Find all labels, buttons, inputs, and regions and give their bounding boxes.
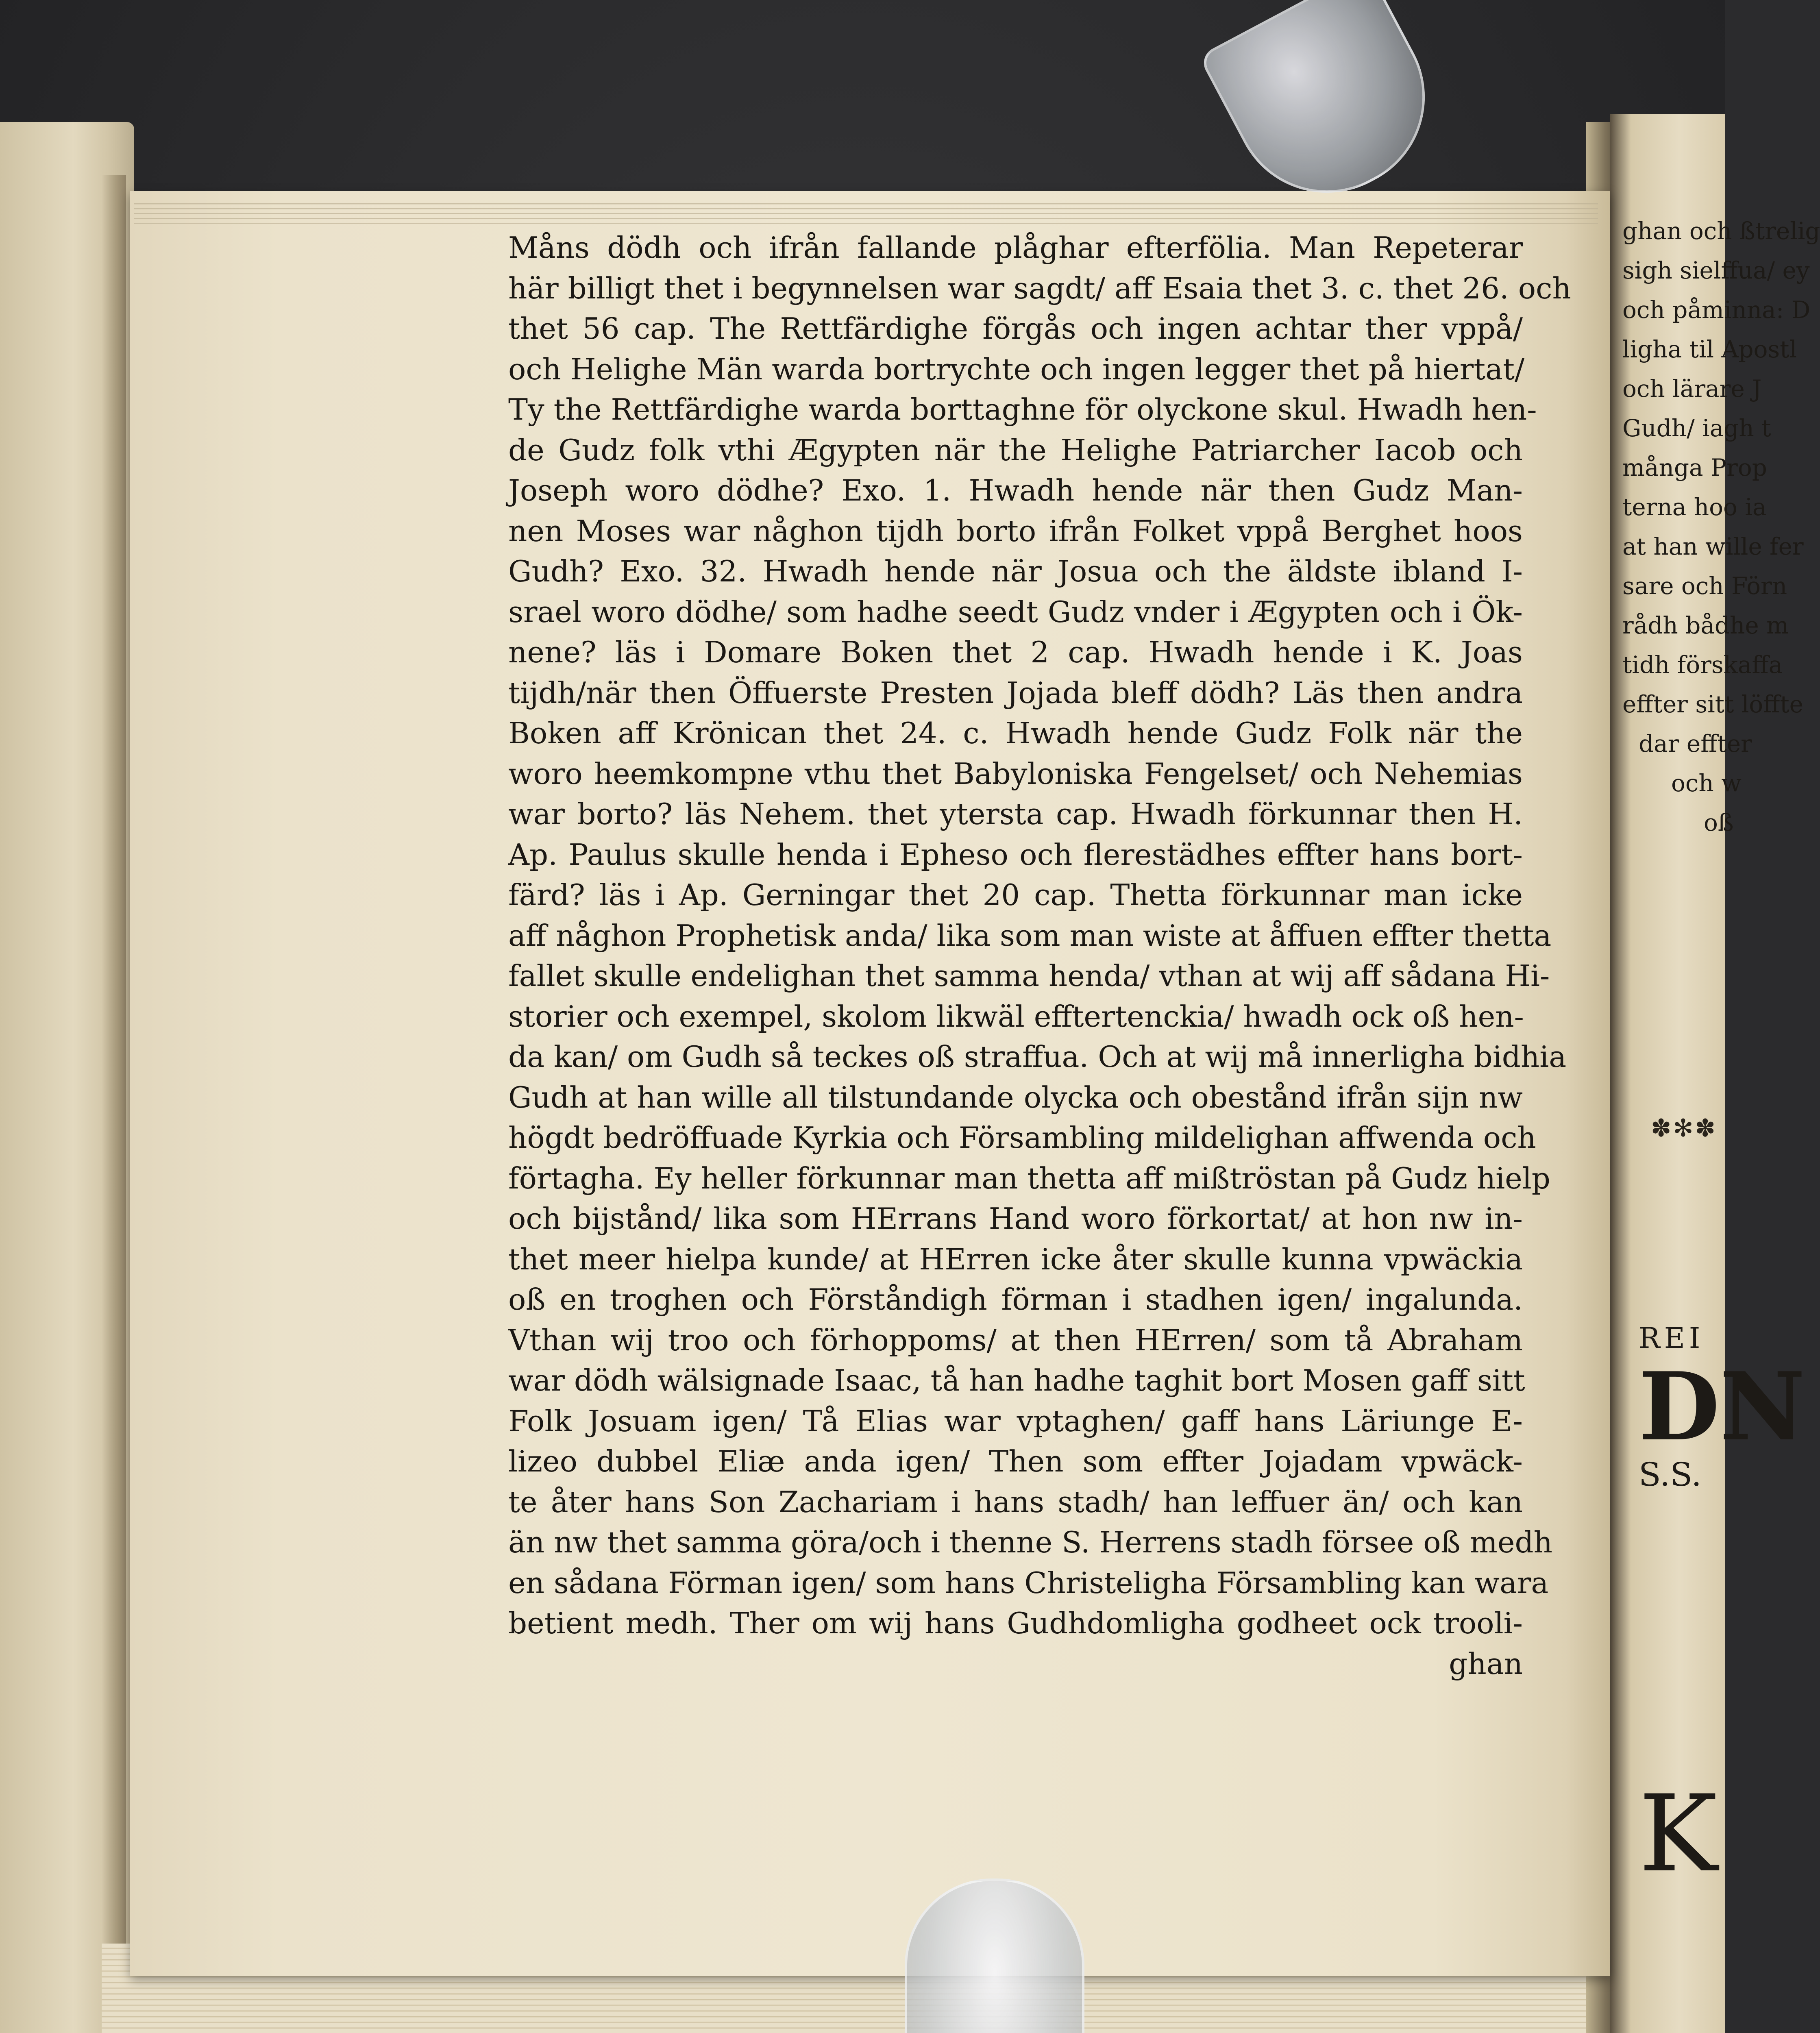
text-line: Joseph woro dödhe? Exo. 1. Hwadh hende när then Gudz Man-	[508, 473, 1523, 507]
facing-text-line: Gudh/ iagh t	[1622, 414, 1771, 442]
text-line: Ty the Rettfärdighe warda borttaghne för olyckone skul. Hwadh hen-	[508, 392, 1537, 427]
main-text	[508, 228, 1571, 1684]
text-line: te åter hans Son Zachariam i hans stadh/ han leffuer än/ och kan	[508, 1484, 1523, 1519]
text-line: woro heemkompne vthu thet Babyloniska Fengelset/ och Nehemias	[508, 756, 1523, 791]
text-line: Gudh? Exo. 32. Hwadh hende när Josua och the äldste ibland I-	[508, 554, 1523, 588]
facing-text-line: terna hoo ia	[1622, 493, 1767, 521]
text-line: storier och exempel, skolom likwäl efftertenckia/ hwadh ock oß hen-	[508, 999, 1524, 1034]
text-line: da kan/ om Gudh så teckes oß straffua. Och at wij må innerligha bidhia	[508, 1040, 1567, 1074]
facing-text-line: sigh sielffua/ ey	[1622, 257, 1810, 284]
text-line: de Gudz folk vthi Ægypten när the Helighe Patriarcher Iacob och	[508, 433, 1523, 467]
facing-text-line: tidh förskaffa	[1622, 651, 1783, 679]
text-line: aff någhon Prophetisk anda/ lika som man wiste at åffuen effter thetta	[508, 918, 1552, 953]
facing-text-line: oß	[1704, 809, 1734, 836]
facing-text-line: ghan och ßtrelig	[1622, 217, 1820, 245]
facing-text-line: dar effter	[1639, 730, 1752, 757]
text-line: Gudh at han wille all tilstundande olycka och obestånd ifrån sijn nw	[508, 1080, 1523, 1114]
facing-text-line: och påminna: D	[1622, 296, 1811, 324]
left-edge-shadow	[102, 175, 126, 2025]
facing-text-line: effter sitt löffte	[1622, 690, 1803, 718]
facing-text-line: rådh bådhe m	[1622, 612, 1789, 639]
text-line: högdt bedröffuade Kyrkia och Försambling mildelighan affwenda och	[508, 1121, 1536, 1155]
text-line: fallet skulle endelighan thet samma henda/ vthan at wij aff sådana Hi-	[508, 959, 1550, 993]
text-line: oß en troghen och Förståndigh förman i stadhen igen/ ingalunda.	[508, 1282, 1523, 1317]
text-line: Boken aff Krönican thet 24. c. Hwadh hende Gudz Folk när the	[508, 716, 1523, 750]
text-line: Ap. Paulus skulle henda i Epheso och flerestädhes effter hans bort-	[508, 837, 1523, 872]
facing-text-line: ligha til Apostl	[1622, 335, 1797, 363]
text-line: här billigt thet i begynnelsen war sagdt/ aff Esaia thet 3. c. thet 26. och	[508, 271, 1571, 305]
text-line: Måns dödh och ifrån fallande plåghar efterfölia. Man Repeterar	[508, 231, 1523, 265]
facing-text-line: at han wille fer	[1622, 533, 1804, 560]
text-line: war dödh wälsignade Isaac, tå han hadhe taghit bort Mosen gaff sitt	[508, 1363, 1525, 1397]
text-line: thet 56 cap. The Rettfärdighe förgås och ingen achtar ther vppå/	[508, 311, 1523, 346]
facing-text-line: och lärare J	[1622, 375, 1762, 403]
text-line: lizeo dubbel Eliæ anda igen/ Then som effter Jojadam vpwäck-	[508, 1444, 1523, 1478]
text-line: och bijstånd/ lika som HErrans Hand woro förkortat/ at hon nw in-	[508, 1202, 1523, 1236]
facing-page-heading	[1639, 1321, 1805, 1896]
page-top-edges	[134, 203, 1598, 228]
big-initial: K	[1639, 1773, 1718, 1896]
text-line: och Helighe Män warda bortrychte och ingen legger thet på hiertat/	[508, 352, 1525, 386]
text-line: än nw thet samma göra/och i thenne S. Herrens stadh försee oß medh	[508, 1525, 1552, 1559]
text-line: nene? läs i Domare Boken thet 2 cap. Hwadh hende i K. Joas	[508, 635, 1523, 669]
text-line: en sådana Förman igen/ som hans Christeligha Försambling kan wara	[508, 1565, 1549, 1600]
text-line: Folk Josuam igen/ Tå Elias war vptaghen/ gaff hans Läriunge E-	[508, 1404, 1523, 1438]
text-line: srael woro dödhe/ som hadhe seedt Gudz vnder i Ægypten och i Ök-	[508, 594, 1523, 629]
facing-text-line: många Prop	[1622, 454, 1767, 481]
text-line: förtagha. Ey heller förkunnar man thetta aff mißtröstan på Gudz hielp	[508, 1161, 1550, 1195]
facing-text-line: sare och Förn	[1622, 572, 1787, 600]
text-line: nen Moses war någhon tijdh borto ifrån Folket vppå Berghet hoos	[508, 514, 1523, 548]
fleuron-ornament-icon: ✽✻✽	[1651, 1114, 1717, 1143]
text-line: tijdh/när then Öffuerste Presten Jojada bleff dödh? Läs then andra	[508, 675, 1523, 710]
heading-small: REI	[1639, 1321, 1705, 1355]
text-line: Vthan wij troo och förhoppoms/ at then HErren/ som tå Abraham	[508, 1323, 1523, 1357]
text-line: betient medh. Ther om wij hans Gudhdomligha godheet ock trooli-	[508, 1606, 1523, 1640]
text-line: färd? läs i Ap. Gerningar thet 20 cap. Thetta förkunnar man icke	[508, 878, 1523, 912]
facing-page-text	[1622, 211, 1820, 842]
heading-initials: S.S.	[1639, 1456, 1702, 1493]
facing-text-line: och w	[1671, 769, 1742, 797]
heading-large: DN	[1639, 1352, 1805, 1462]
text-line: war borto? läs Nehem. thet ytersta cap. Hwadh förkunnar then H.	[508, 797, 1523, 831]
text-line: thet meer hielpa kunde/ at HErren icke åter skulle kunna vpwäckia	[508, 1242, 1523, 1276]
catchword: ghan	[1449, 1646, 1523, 1681]
